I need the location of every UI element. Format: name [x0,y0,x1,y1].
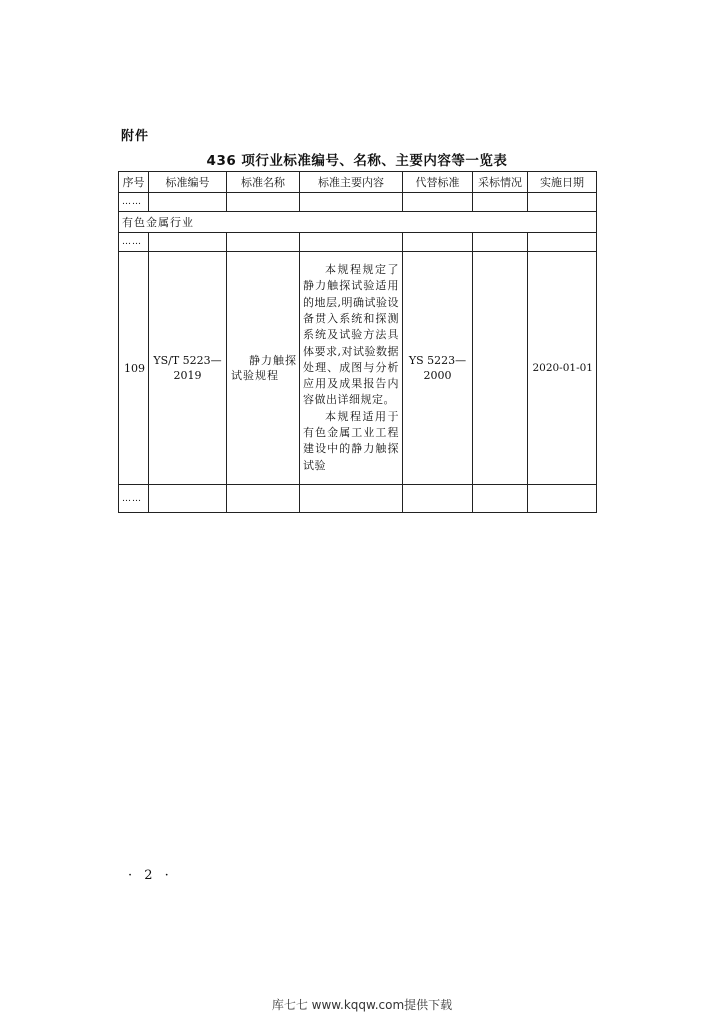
empty-cell [403,193,473,212]
empty-cell [149,485,227,513]
table-row-industry [119,212,597,233]
empty-cell [473,233,528,252]
header-code: 标准编号 [149,172,227,193]
table-row-ellipsis [119,485,597,513]
header-index: 序号 [119,172,149,193]
empty-cell [528,233,597,252]
empty-cell [528,485,597,513]
header-adoption: 采标情况 [473,172,528,193]
empty-cell [473,193,528,212]
empty-cell [300,193,403,212]
header-date: 实施日期 [528,172,597,193]
document-title: 436 项行业标准编号、名称、主要内容等一览表 [206,153,508,169]
empty-cell [473,485,528,513]
header-content: 标准主要内容 [300,172,403,193]
header-replaced: 代替标准 [403,172,473,193]
empty-cell [227,193,300,212]
download-footer: 库七七 www.kqqw.com提供下载 [271,998,453,1012]
standard-code-line1: YS/T 5223— [153,354,222,367]
page-number: · 2 · [128,868,173,883]
replaced-standard [403,252,473,485]
empty-cell [403,485,473,513]
empty-cell [300,233,403,252]
ellipsis-cell: …… [119,193,149,212]
standard-code-line2: 2019 [173,369,202,382]
table-row-ellipsis [119,193,597,212]
standards-table [118,171,597,513]
empty-cell [149,193,227,212]
table-row-ellipsis [119,233,597,252]
standard-content [300,252,403,485]
table-header-row [119,172,597,193]
replaced-standard-line1: YS 5223— [408,354,467,367]
row-index: 109 [119,252,149,485]
empty-cell [528,193,597,212]
empty-cell [227,233,300,252]
content-paragraph-2: 本规程适用于有色金属工业工程建设中的静力触探试验 [303,409,399,472]
table-row [119,252,597,485]
implementation-date: 2020-01-01 [528,252,597,485]
standard-code [149,252,227,485]
empty-cell [403,233,473,252]
ellipsis-cell: …… [119,233,149,252]
attachment-label: 附件 [121,129,150,144]
standard-name-line2: 试验规程 [231,369,279,382]
ellipsis-cell: …… [119,485,149,513]
industry-heading: 有色金属行业 [119,212,597,233]
empty-cell [227,485,300,513]
content-paragraph-1: 本规程规定了静力触探试验适用的地层,明确试验设备贯入系统和探测系统及试验方法具体要求,对试验数据处理、成图与分析应用及成果报告内容做出详细规定。 [303,263,399,407]
standard-name [227,252,300,485]
standard-name-line1: 静力触探 [249,354,297,367]
empty-cell [149,233,227,252]
replaced-standard-line2: 2000 [423,369,452,382]
empty-cell [300,485,403,513]
adoption-status [473,252,528,485]
header-name: 标准名称 [227,172,300,193]
